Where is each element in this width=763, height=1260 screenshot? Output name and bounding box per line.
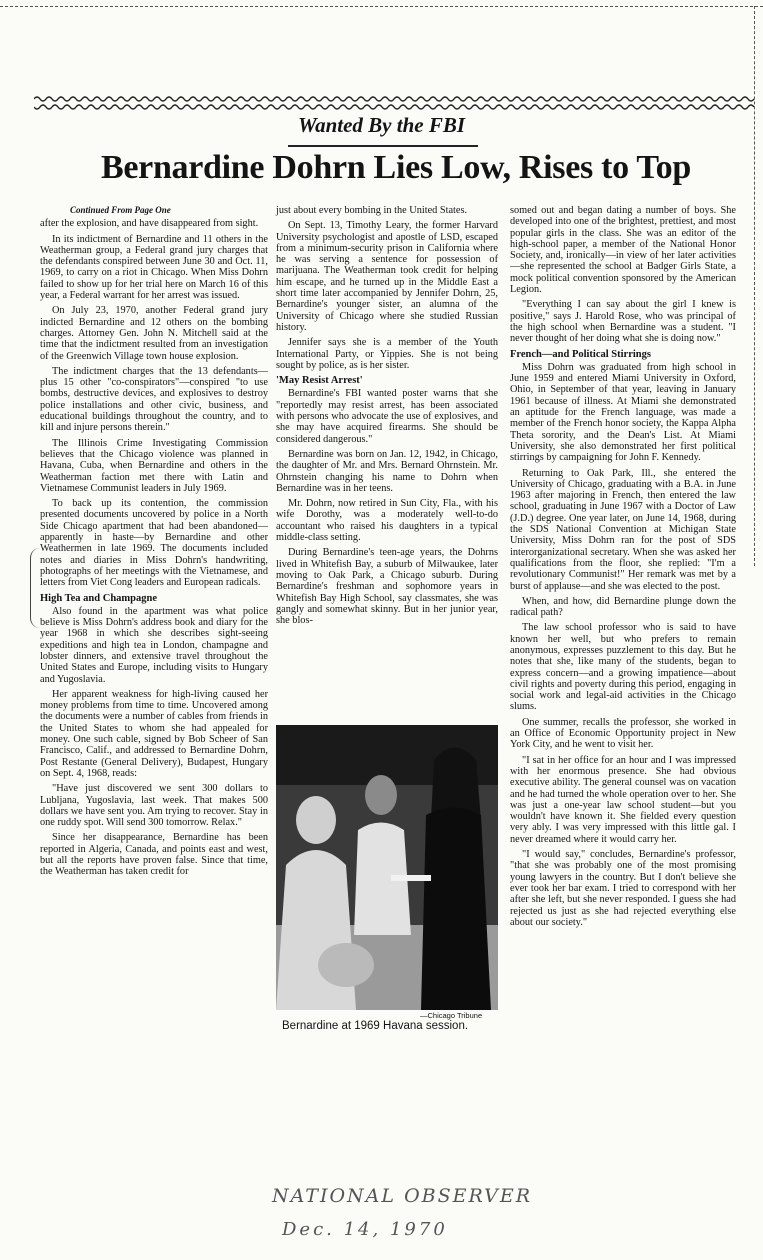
clipping-edge-top bbox=[0, 6, 763, 7]
paragraph: On July 23, 1970, another Federal grand jury indicted Bernardine and 12 others on the bombing charges. Attorney Gen. John N. Mitchell said at the time that the indictment resulted from an investigation of the Greenwich Village town house explosion. bbox=[40, 305, 268, 362]
paragraph: somed out and began dating a number of boys. She developed into one of the brightest, prettiest, and most popular girls in the class. She was an editor of the high-school paper, a member of the National Honor Society, and, ironically—in view of her later activities—she represented the school at Badger Girls State, a mock political convention sponsored by the American Legion. bbox=[510, 205, 736, 296]
clipping-edge-right bbox=[754, 6, 755, 566]
headline: Bernardine Dohrn Lies Low, Rises to Top bbox=[100, 149, 691, 186]
paragraph: When, and how, did Bernardine plunge down the radical path? bbox=[510, 595, 736, 619]
handwritten-date: Dec. 14, 1970 bbox=[282, 1219, 448, 1240]
paragraph: after the explosion, and have disappeared from sight. bbox=[40, 218, 259, 230]
kicker-underline bbox=[288, 145, 478, 147]
decorative-wave-rule bbox=[34, 95, 758, 103]
subhead: French—and Political Stirrings bbox=[510, 348, 651, 360]
column-3 bbox=[510, 205, 736, 932]
paragraph: "Have just discovered we sent 300 dollars to Lubljana, Yugoslavia, last week. That makes 500 dollars we have sent you. Am trying to recover. Stay in one ruddy spot. Will send 300 tomorrow. Relax." bbox=[40, 783, 268, 829]
paragraph: Mr. Dohrn, now retired in Sun City, Fla., with his wife Dorothy, was a moderately well-to-do accountant who raised his daughters in a typical middle-class setting. bbox=[276, 498, 498, 544]
handwritten-source: NATIONAL OBSERVER bbox=[272, 1185, 533, 1207]
continued-line: Continued From Page One bbox=[70, 205, 171, 215]
paragraph: Her apparent weakness for high-living caused her money problems from time to time. Uncovered among the documents were a number of cables from friends in the United States to whom she had appealed for money. One such cable, signed by Bob Scheer of San Francisco, Calif., and addressed to Bernardine Dohrn, Post Restante (General Delivery), Budapest, Hungary on Sept. 4, 1968, reads: bbox=[40, 688, 268, 779]
paragraph: "Everything I can say about the girl I knew is positive," says J. Harold Rose, who was principal of the high school when Bernardine was a student. "I never thought of her doing what she is doing now." bbox=[510, 299, 736, 345]
subhead: 'May Resist Arrest' bbox=[276, 375, 363, 387]
news-photo bbox=[276, 725, 498, 1010]
paragraph: Jennifer says she is a member of the Youth International Party, or Yippies. She is not being sought by police, as is her sister. bbox=[276, 337, 498, 371]
paragraph: Since her disappearance, Bernardine has been reported in Algeria, Canada, and points east and west, but all the reports have proven false. Since that time, the Weatherman has taken credit for bbox=[40, 832, 268, 878]
paragraph: The Illinois Crime Investigating Commission believes that the Chicago violence was planned in Havana, Cuba, when Bernardine and others in the Weatherman faction met there with Latin and Vietnamese Communist leaders in July 1969. bbox=[40, 437, 268, 494]
paragraph: One summer, recalls the professor, she worked in an Office of Economic Opportunity project in New York City, and he went to visit her. bbox=[510, 716, 736, 751]
paragraph: Bernardine's FBI wanted poster warns that she "reportedly may resist arrest, has been associated with persons who advocate the use of explosives, and she may have acquired firearms. She should be considered dangerous." bbox=[276, 388, 498, 445]
subhead: High Tea and Champagne bbox=[40, 592, 157, 604]
paragraph: just about every bombing in the United States. bbox=[276, 205, 468, 216]
column-2 bbox=[276, 205, 498, 630]
kicker: Wanted By the FBI bbox=[297, 113, 466, 137]
paragraph: To back up its contention, the commission presented documents uncovered by police in a North Side Chicago apartment that had been abandoned—apparently in haste—by Bernardine and other Weathermen in late 1969. The documents included notes and diaries in Miss Dohrn's handwriting, photographs of her meetings with the Vietnamese, and letters from Viet Cong leaders and European radicals. bbox=[40, 498, 268, 589]
paragraph: The law school professor who is said to have known her well, but who prefers to remain anonymous, expresses puzzlement to this day. But he notes that she, like many of the students, began to express concern—and a growing impatience—about civil rights and poverty during this period, engaging in social work and legal-aid activities in the Chicago slums. bbox=[510, 622, 736, 713]
paragraph: Returning to Oak Park, Ill., she entered the University of Chicago, graduating with a B.A. in June 1963 after majoring in French, then entered the law school, graduating in June 1967 with a Doctor of Law (J.D.) degree. One year later, on June 14, 1968, during the SDS National Convention at Michigan State University, Miss Dohrn ran for the post of SDS interorganizational secretary. When she was asked her qualifications from the floor, she replied: "I'm a revolutionary Communist!" Her remark was met by a burst of applause—and she was elected to the post. bbox=[510, 467, 736, 592]
photo-caption: Bernardine at 1969 Havana session. bbox=[282, 1020, 469, 1032]
photo-credit: —Chicago Tribune bbox=[420, 1011, 483, 1020]
paragraph: "I sat in her office for an hour and I was impressed with her enormous presence. She had obvious executive ability. The general counsel was on vacation and he had turned the whole operation over to her. She was just a one-year law school student—but you wouldn't have known it. She fielded every question very ably. I was very impressed with this little gal. I never dreamed where it would carry her. bbox=[510, 754, 736, 845]
decorative-wave-rule-2 bbox=[34, 103, 758, 111]
paragraph: During Bernardine's teen-age years, the Dohrns lived in Whitefish Bay, a suburb of Milwaukee, later moving to Oak Park, a Chicago suburb. During Bernardine's freshman and sophomore years in Whitefish Bay High School, say classmates, she was gangly and somewhat skinny. But in her junior year, she blos- bbox=[276, 547, 498, 627]
paragraph: The indictment charges that the 13 defendants—plus 15 other "co-conspirators"—conspired "to use bombs, destructive devices, and explosives to destroy police installations and other civic, business, and educational buildings throughout the country, and to kill and injure persons therein." bbox=[40, 365, 268, 434]
paragraph: Miss Dohrn was graduated from high school in June 1959 and entered Miami University in Oxford, Ohio, in September of that year, leaving in January 1961 because of illness. At Miami she demonstrated an aptitude for the French language, was made a member of the French honor society, the Kappa Alpha Theta sorority, and the Dean's List. At Miami University, she also demonstrated her first political stirrings by campaigning for John F. Kennedy. bbox=[510, 361, 736, 464]
column-1 bbox=[40, 205, 268, 882]
paragraph: "I would say," concludes, Bernardine's professor, "that she was probably one of the most promising young lawyers in the country. But I don't believe she ever took her bar exam. I tried to correspond with her after she left, but she never responded. I guess she had rejected us just as she had rejected everything else about our society." bbox=[510, 849, 736, 928]
paragraph: Also found in the apartment was what police believe is Miss Dohrn's address book and diary for the year 1968 in which she describes sight-seeing expeditions and high tea in London, champagne and lobster dinners, and extensive travel throughout the United States and Europe, including visits to Hungary and Yugoslavia. bbox=[40, 605, 268, 685]
photo-illustration bbox=[276, 725, 498, 1010]
handwritten-bracket bbox=[30, 548, 40, 628]
paragraph: On Sept. 13, Timothy Leary, the former Harvard University psychologist and apostle of LSD, escaped from a minimum-security prison in California where he was serving a sentence for possession of marijuana. The Weatherman took credit for helping him escape, and he turned up in the Middle East a short time later accompanied by Jennifer Dohrn, 25, Bernardine's younger sister, an alumna of the University of Chicago where she studied Russian history. bbox=[276, 220, 498, 333]
paragraph: Bernardine was born on Jan. 12, 1942, in Chicago, the daughter of Mr. and Mrs. Bernard Ohrnstein. Mr. Ohrnstein changing his name to Dohrn when Bernardine was in her teens. bbox=[276, 448, 498, 494]
paragraph: In its indictment of Bernardine and 11 others in the Weatherman group, a Federal grand jury charges that the defendants conspired between June 30 and Oct. 11, 1969, to carry on a riot in Chicago. When Miss Dohrn failed to show up for her trial here on March 16 of this year, a Federal warrant for her arrest was issued. bbox=[40, 233, 268, 302]
